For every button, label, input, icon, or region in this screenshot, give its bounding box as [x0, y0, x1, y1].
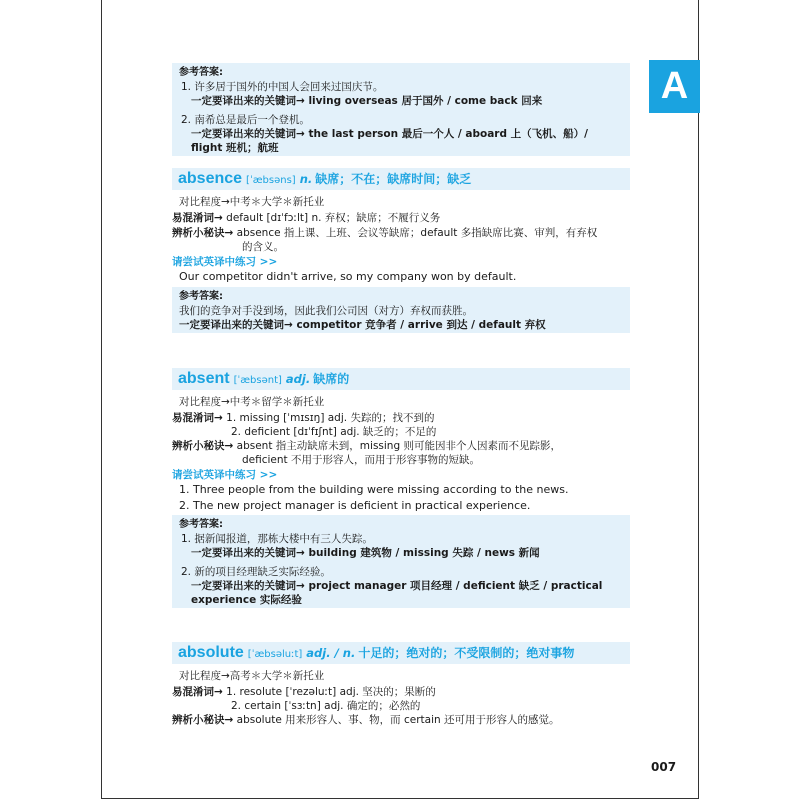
level-line: 对比程度→中考＊留学＊新托业: [179, 396, 325, 408]
confuse-text: 2. certain [ˈsɜːtn] adj. 确定的；必然的: [231, 700, 421, 712]
tip-label: 辨析小秘诀→: [172, 227, 234, 239]
answer-sentence: 2. 新的项目经理缺乏实际经验。: [181, 566, 331, 578]
confuse-label: 易混淆词→: [172, 686, 223, 698]
confuse-line: [172, 211, 440, 225]
entry-header-absent: [172, 368, 630, 390]
practice-sentence: 1. Three people from the building were missing according to the news.: [179, 483, 569, 496]
entry-header-absolute: [172, 642, 630, 664]
page-number: 007: [651, 760, 677, 774]
meaning: 缺席的: [313, 372, 350, 386]
tip-text-cont: deficient 不用于形容人，而用于形容事物的短缺。: [242, 454, 480, 466]
confuse-label: 易混淆词→: [172, 412, 223, 424]
confuse-text: 1. missing [ˈmɪsɪŋ] adj. 失踪的；找不到的: [226, 412, 435, 424]
answer-sentence: 1. 据新闻报道，那栋大楼中有三人失踪。: [181, 533, 373, 545]
alphabet-tab: A: [649, 60, 700, 113]
level-line: 对比程度→高考＊大学＊新托业: [179, 670, 325, 682]
confuse-text: 2. deficient [dɪˈfɪʃnt] adj. 缺乏的；不足的: [231, 426, 437, 438]
meaning: 缺席；不在；缺席时间；缺乏: [315, 172, 472, 186]
headword: absence: [178, 170, 243, 187]
meaning: 十足的；绝对的；不受限制的；绝对事物: [358, 646, 575, 660]
tip-label: 辨析小秘诀→: [172, 440, 234, 452]
answer-heading: 参考答案:: [179, 519, 223, 530]
practice-label: 请尝试英译中练习 >>: [172, 469, 278, 481]
answer-keywords: 一定要译出来的关键词→ the last person 最后一个人 / aboard 上（飞机、船）/: [191, 128, 588, 140]
answer-sentence: 2. 南希总是最后一个登机。: [181, 114, 310, 126]
tip-text: absolute 用来形容人、事、物，而 certain 还可用于形容人的感觉。: [236, 714, 560, 726]
practice-label: 请尝试英译中练习 >>: [172, 256, 278, 268]
phonetic: [ˈæbsənt]: [233, 375, 282, 386]
answer-keywords: 一定要译出来的关键词→ project manager 项目经理 / deficient 缺乏 / practical: [191, 580, 603, 592]
phonetic: [ˈæbsəluːt]: [247, 649, 303, 660]
confuse-label: 易混淆词→: [172, 212, 223, 224]
answer-sentence: 我们的竞争对手没到场，因此我们公司因（对方）弃权而获胜。: [179, 305, 473, 317]
practice-sentence: Our competitor didn't arrive, so my company won by default.: [179, 270, 517, 283]
part-of-speech: adj. / n.: [306, 646, 356, 660]
tip-line: [172, 439, 561, 453]
confuse-line: [172, 685, 436, 699]
tip-line: [172, 226, 597, 240]
tip-text: absent 指主动缺席未到，missing 则可能因非个人因素而不见踪影，: [236, 440, 561, 452]
entry-header-absence: [172, 168, 630, 190]
answer-keywords: 一定要译出来的关键词→ competitor 竞争者 / arrive 到达 / default 弃权: [179, 319, 546, 331]
confuse-text: default [dɪˈfɔːlt] n. 弃权；缺席；不履行义务: [226, 212, 441, 224]
practice-sentence: 2. The new project manager is deficient in practical experience.: [179, 499, 531, 512]
answer-keywords: experience 实际经验: [191, 594, 302, 606]
part-of-speech: adj.: [285, 372, 311, 386]
tip-text: absence 指上课、上班、会议等缺席；default 多指缺席比赛、审判，有弃权: [236, 227, 598, 239]
answer-heading: 参考答案:: [179, 67, 223, 78]
confuse-text: 1. resolute [ˈrezəluːt] adj. 坚决的；果断的: [226, 686, 436, 698]
answer-keywords: 一定要译出来的关键词→ building 建筑物 / missing 失踪 / news 新闻: [191, 547, 540, 559]
phonetic: [ˈæbsəns]: [246, 175, 296, 186]
answer-box: [172, 287, 630, 333]
answer-box: [172, 63, 630, 156]
confuse-line: [172, 411, 434, 425]
tip-label: 辨析小秘诀→: [172, 714, 234, 726]
answer-sentence: 1. 许多居于国外的中国人会回来过国庆节。: [181, 81, 384, 93]
tip-text-cont: 的含义。: [242, 241, 284, 253]
answer-keywords: 一定要译出来的关键词→ living overseas 居于国外 / come back 回来: [191, 95, 543, 107]
tip-line: [172, 713, 559, 727]
headword: absolute: [178, 644, 244, 661]
answer-box: [172, 515, 630, 608]
level-line: 对比程度→中考＊大学＊新托业: [179, 196, 325, 208]
answer-heading: 参考答案:: [179, 291, 223, 302]
headword: absent: [178, 370, 230, 387]
part-of-speech: n.: [299, 172, 313, 186]
answer-keywords: flight 班机；航班: [191, 142, 279, 154]
